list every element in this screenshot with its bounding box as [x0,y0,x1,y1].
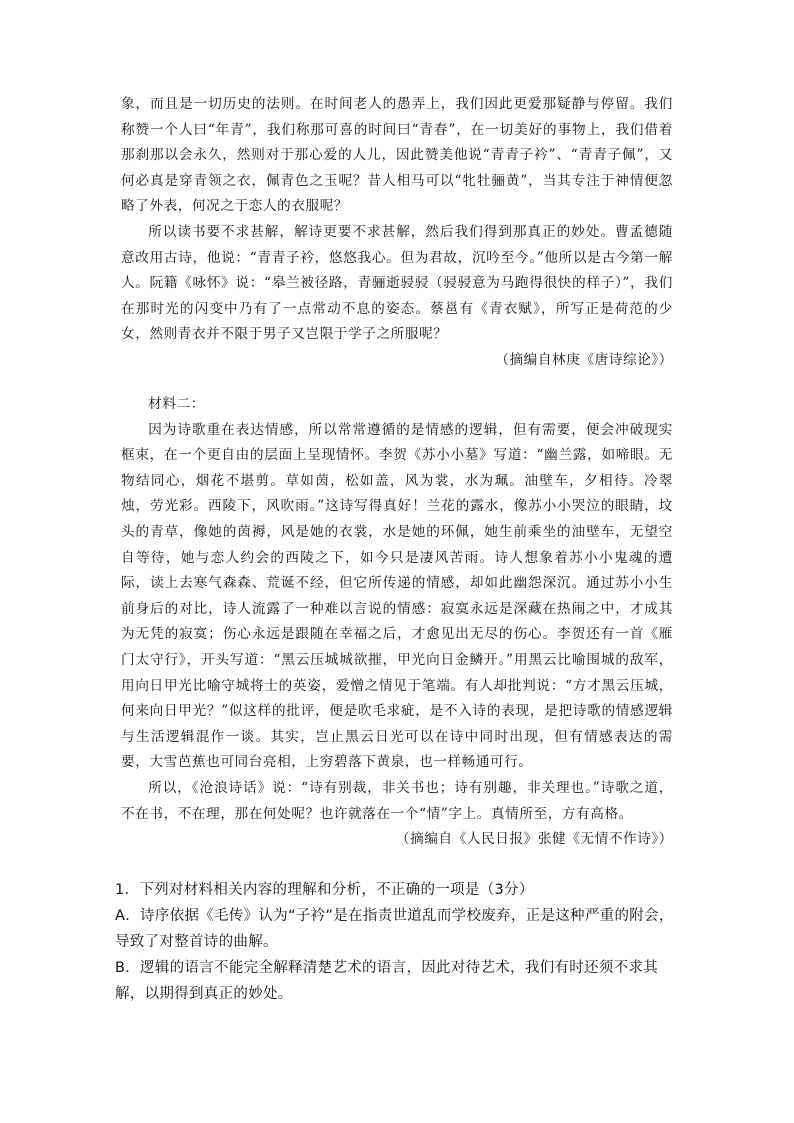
question-1-stem: 1．下列对材料相关内容的理解和分析，不正确的一项是（3分） [115,882,534,898]
question-1-option-a: A．诗序依据《毛传》认为“子衿”是在指责世道乱而学校废弃，正是这种严重的附会，导致了对整首诗的曲解。 [115,908,674,950]
material-two [121,392,673,853]
material-two-label: 材料二： [148,396,205,412]
material-two-paragraph-one: 因为诗歌重在表达情感，所以常常遵循的是情感的逻辑，但有需要，便会冲破现实框束，在一个更自由的层面上呈现情怀。李贺《苏小小墓》写道：“幽兰露，如啼眼。无物结同心，烟花不堪剪。草如茵，松如盖，风为裳，水为珮。油壁车，夕相待。冷翠烛，劳光彩。西陵下，风吹雨。”这诗写得真好！兰花的露水，像苏小小哭泣的眼睛，坟头的青草，像她的茵褥，风是她的衣裳，水是她的环佩，她生前乘坐的油壁车，无望空自等待，她与恋人约会的西陵之下，如今只是凄风苦雨。诗人想象着苏小小鬼魂的遭际，读上去寒气森森、荒诞不经，但它所传递的情感，却如此幽怨深沉。通过苏小小生前身后的对比，诗人流露了一种难以言说的情感：寂寞永远是深藏在热闹之中，才成其为无凭的寂寞；伤心永远是跟随在幸福之后，才愈见出无尽的伤心。李贺还有一首《雁门太守行》，开头写道：“黑云压城城欲摧，甲光向日金鳞开。”用黑云比喻围城的敌军，用向日甲光比喻守城将士的英姿，爱憎之情见于笔端。有人却批判说：“方才黑云压城，何来向日甲光？”似这样的批评，便是吹毛求疵，是不入诗的表现，是把诗歌的情感逻辑与生活逻辑混作一谈。其实，岂止黑云日光可以在诗中同时出现，但有情感表达的需要，大雪芭蕉也可同台亮相，上穷碧落下黄泉，也一样畅通可行。 [121,421,673,771]
question-section [115,877,675,1007]
material-one-source: （摘编自林庚《唐诗综论》） [495,351,673,368]
material-one [121,92,673,374]
material-two-paragraph-two: 所以，《沧浪诗话》说：“诗有别裁，非关书也；诗有别趣，非关理也。”诗歌之道，不在书，不在理，那在何处呢？也许就落在一个“情”字上。真情所至，方有高格。 [121,779,673,822]
material-one-paragraph-continued: 象，而且是一切历史的法则。在时间老人的愚弄上，我们因此更爱那疑静与停留。我们称赞一个人曰“年青”，我们称那可喜的时间曰“青春”，在一切美好的事物上，我们借着那刹那以会永久，然则对于那心爱的人儿，因此赞美他说“青青子衿”、“青青子佩”，又何必真是穿青领之衣，佩青色之玉呢？昔人相马可以“牝牡骊黄”，当其专注于神情便忽略了外表，何况之于恋人的衣服呢？ [121,96,673,215]
material-one-paragraph-two: 所以读书要不求甚解，解诗更要不求甚解，然后我们得到那真正的妙处。曹孟德随意改用古诗，他说：“青青子衿，悠悠我心。但为君故，沉吟至今。”他所以是古今第一解人。阮籍《咏怀》说：“皋兰被径路，青骊逝骎骎（骎骎意为马跑得很快的样子）”，我们在那时光的闪变中乃有了一点常动不息的姿态。蔡邕有《青衣赋》，所写正是荷范的少女，然则青衣并不限于男子又岂限于学子之所服呢？ [121,223,673,343]
material-two-source: （摘编自《人民日报》张健《无情不作诗》） [395,831,673,848]
question-1-option-b: B．逻辑的语言不能完全解释清楚艺术的语言，因此对待艺术，我们有时还须不求其解，以期得到真正的妙处。 [115,960,659,1002]
